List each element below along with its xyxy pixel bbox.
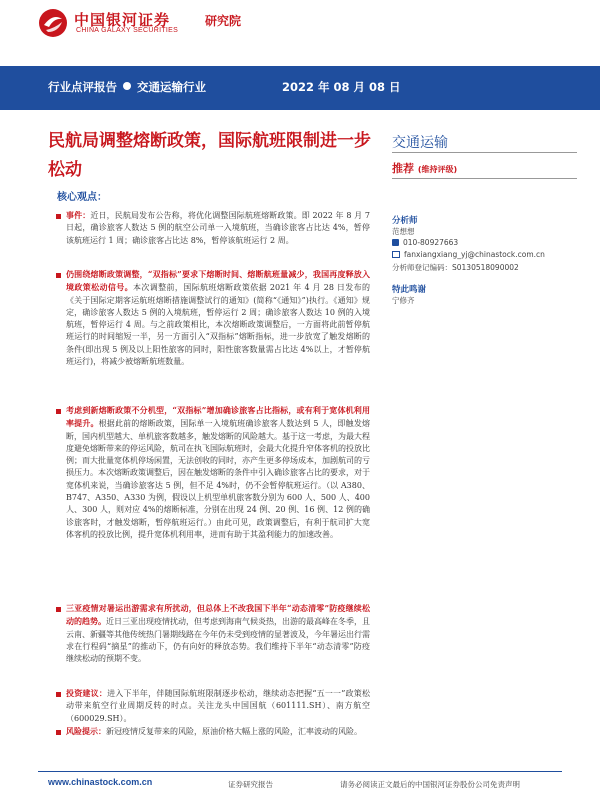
brand-name-cn: 中国银河证券	[74, 11, 171, 29]
footer-website[interactable]: www.chinastock.com.cn	[48, 777, 153, 787]
bullet-icon	[56, 409, 61, 414]
bullet-icon	[56, 607, 61, 612]
report-date: 2022 年 08 月 08 日	[282, 80, 401, 94]
special-thanks-name: 宁修齐	[392, 296, 415, 305]
special-thanks-heading: 特此鸣谢	[392, 285, 427, 295]
analyst-email[interactable]: fanxiangxiang_yj@chinastock.com.cn	[404, 250, 545, 259]
email-icon	[392, 251, 400, 258]
analyst-cert: 分析师登记编码：S0130518090002	[392, 263, 519, 272]
paragraph-sanya	[66, 602, 370, 665]
analyst-email-row[interactable]	[392, 250, 545, 259]
galaxy-logo-icon	[38, 8, 68, 38]
report-title: 民航局调整熔断政策，国际航班限制进一步松动	[48, 131, 371, 180]
paragraph-text: 新冠疫情反复带来的风险，原油价格大幅上涨的风险，汇率波动的风险。	[106, 727, 362, 736]
paragraph-widebody	[66, 404, 370, 541]
paragraph-lead: 仍围绕熔断政策调整，“双指标”要求下熔断时间、熔断航班量减少，我国再度释放入境政策松动信号。	[66, 269, 370, 293]
footer-divider	[38, 771, 562, 772]
phone-icon	[392, 239, 399, 246]
sidebar-divider	[392, 152, 577, 153]
bullet-icon	[56, 730, 61, 735]
sector-name: 交通运输	[392, 135, 448, 151]
paragraph-policy	[66, 268, 370, 368]
rating	[392, 160, 457, 176]
paragraph-investment	[66, 687, 370, 725]
rating-note: (维持评级)	[417, 165, 458, 174]
industry-label: 交通运输行业	[137, 80, 206, 94]
analyst-heading: 分析师	[392, 216, 418, 226]
footer-disclaimer: 请务必阅读正文最后的中国银河证券股份公司免责声明	[340, 780, 520, 789]
institute-label: 研究院	[205, 14, 242, 28]
footer-report-label: 证券研究报告	[228, 780, 273, 789]
analyst-name: 范想想	[392, 227, 415, 236]
paragraph-lead: 风险提示：	[66, 726, 106, 736]
paragraph-text: 本次调整前，国际航班熔断政策依据 2021 年 4 月 28 日发布的《关于国际定期客运航班熔断措施调整试行的通知》(简称“《通知》”)执行。《通知》规定，确诊旅客人数达 5 例的入境航班，暂停运行 2 周；确诊旅客人数达 10 例的入境航班，暂停运行 4 周。与之前政策相比，本次熔断政策调整后，一方面将此前暂停航班运行的时间缩短一半，另一方面引入“双指标”熔断指标，进一步放宽了触发熔断的条件(即出现 5 例及以上阳性旅客的同时，阳性旅客数量需占比达 4%以上，才暂停航班运行)，将减少被熔断航班数量。	[66, 283, 370, 367]
paragraph-lead: 投资建议：	[66, 688, 108, 698]
paragraph-event	[66, 209, 370, 247]
paragraph-text: 近日，民航局发布公告称，将优化调整国际航班熔断政策。即 2022 年 8 月 7 日起，确诊旅客人数达 5 例的航空公司单一入境航班，当确诊旅客占比达 4%，暂停该航班运行 1 周；确诊旅客占比达 8%，暂停该航班运行 2 周。	[66, 211, 370, 245]
paragraph-text: 进入下半年，伴随国际航班限制逐步松动，继续动态把握“五一一”政策松动带来航空行业周期反转的时点。关注龙头中国国航（601111.SH）、南方航空（600029.SH）。	[66, 689, 370, 723]
rating-label: 推荐	[392, 162, 414, 175]
bullet-icon	[56, 273, 61, 278]
report-type-line	[48, 79, 206, 95]
paragraph-text: 近日三亚出现疫情扰动，但考虑到海南气候炎热，出游的最高峰在冬季，且云南、新疆等其他传统热门暑期线路在今年仍未受到疫情的显著波及，今年暑运出行需求在行程码“摘星”的推动下，仍有向好的释放态势。我们维持下半年“动态清零”防疫继续松动的预期不变。	[66, 617, 370, 664]
brand-name-en: CHINA GALAXY SECURITIES	[76, 27, 179, 34]
core-label: 核心观点：	[57, 192, 107, 203]
bullet-icon	[56, 214, 61, 219]
analyst-phone-row	[392, 238, 458, 247]
paragraph-lead: 考虑到新熔断政策不分机型，“双指标”增加确诊旅客占比指标，或有利于宽体机利用率提升。	[66, 405, 370, 429]
bullet-icon	[56, 692, 61, 697]
sidebar-divider	[392, 178, 577, 179]
paragraph-lead: 事件：	[66, 210, 91, 220]
paragraph-risk	[66, 725, 370, 738]
analyst-phone: 010-80927663	[403, 238, 459, 247]
paragraph-text: 根据此前的熔断政策，国际单一入境航班确诊旅客人数达到 5 人，即触发熔断，国内机型越大、单机旅客数越多，触发熔断的风险越大。基于这一考虑，为最大程度避免熔断带来的停运风险，航司在执飞国际航班时，会最大化提升窄体客机的投放比例；而大批量宽体机停场闲置，无法创收的同时，亦产生更多停场成本，加剧航司的亏损压力。本次熔断政策调整后，因在触发熔断的条件中引入确诊旅客占比的要求，对于宽体机来说，当确诊旅客达 5 例，但不足 4%时，仍不会暂停航班运行。（以 A380、B747、A350、A330 为例，假设以上机型单机旅客数分别为 600 人、500 人、400 人、300 人，则对应 4%的熔断标准，分别在出现 24 例、20 例、16 例、12 例的确诊旅客时，才触发熔断，暂停航班运行。）由此可见，政策调整后，有利于航司扩大宽体客机的投放比例，提升宽体机利用率，进而有助于其盈利能力的加速改善。	[66, 419, 370, 539]
paragraph-lead: 三亚疫情对暑运出游需求有所扰动，但总体上不改我国下半年“动态清零”防疫继续松动的趋势。	[66, 603, 370, 627]
report-type: 行业点评报告	[48, 80, 117, 94]
separator-dot-icon	[123, 82, 131, 90]
